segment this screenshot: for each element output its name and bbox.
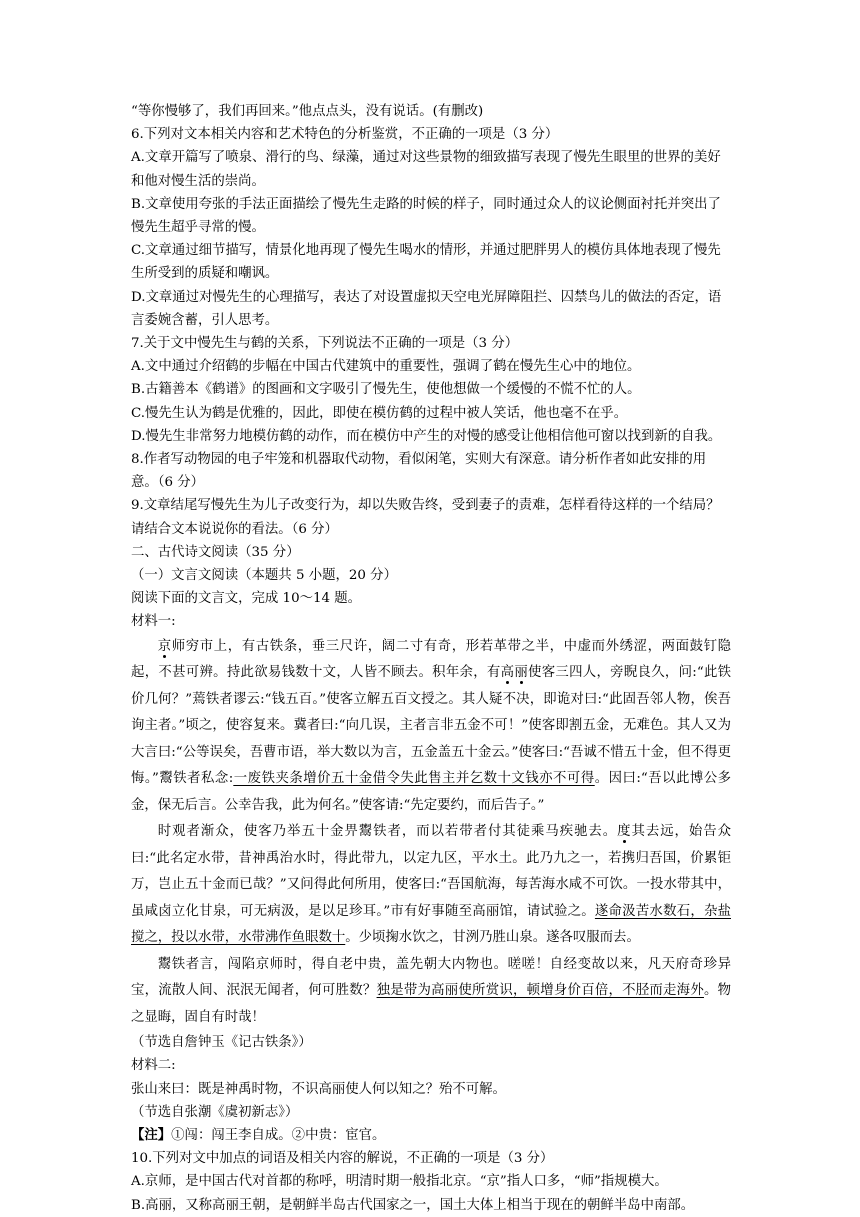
dotted-word-jingshi: 京 [157, 638, 172, 654]
underlined-sentence-3: 独是带为高丽使所赏识，顿增身价百倍，不胫而走海外 [376, 983, 704, 999]
material-1-label: 材料一: [131, 614, 176, 630]
passage-paragraph-2 [131, 819, 731, 952]
passage-text: 。物之显晦，固自有时哉！ [131, 983, 732, 1025]
source-2: （节选自张潮《虞初新志》） [131, 1104, 299, 1120]
underlined-sentence-1: 一废铁夹条增价五十金借令失此售主并乞数十文钱亦不可得 [233, 771, 595, 787]
option-7b: B.古籍善本《鹤谱》的图画和文字吸引了慢先生，使他想做一个缓慢的不慌不忙的人。 [131, 382, 641, 398]
passage-paragraph-3 [131, 952, 731, 1032]
passage-text: 蔫铁者谬云:“钱五百。”使客立解五百文授之。其人疑不决，即诡对曰:“此固吾邻人物，俟吾询主者。”顷之，使容复来。冀者曰:“向几误，主者言非五金不可！”使客即割五金，无难色。其人又为大言曰:“公等误矣，吾曹市语，举大数以为言，五金盖五十金云。”使客曰:“吾诚不惜五十金，但不得更悔。”鬻铁者私念: [131, 691, 731, 787]
annotation-head: 【注】 [131, 1126, 172, 1143]
passage-text: 使客三四人，旁睨良久，问:“此铁价几何？” [131, 665, 732, 707]
subsection-heading: （一）文言文阅读（本题共 5 小题，20 分） [131, 568, 397, 584]
exam-page [131, 100, 731, 1217]
passage-paragraph-1 [131, 634, 731, 820]
dotted-word-gao: 高 [500, 665, 515, 681]
passage-text: 其去远，始告众曰:“此名定水带，昔神禹治水时，得此带九，以定九区，平水土。此乃九之一，若携归吾国，价累钜万，岂止五十金而已哉？”又问得此何所用，使客曰:“吾国航海，每苦海水咸不可饮。一投水带其中，虽咸卤立化甘泉，可无病汲，是以足珍耳。”市有好事随至高丽馆，请试验之。 [131, 824, 732, 919]
passage-text: 鬻铁者言，闯陷京师时，得自老中贵，盖先朝大内物也。嗟嗟！自经变故以来，凡天府奇珍异宝，流散人间、泯泯无闻者，何可胜数？ [131, 956, 731, 999]
option-7a: A.文中通过介绍鹤的步幅在中国古代建筑中的重要性，强调了鹤在慢先生心中的地位。 [131, 359, 641, 375]
passage-text: 。因曰:“吾以此博公多金，保无后言。公幸告我，此为何名。”使客请:“先定要约，而后告子。” [131, 771, 731, 813]
reading-instruction: 阅读下面的文言文，完成 10～14 题。 [131, 591, 362, 607]
option-10a: A.京师，是中国古代对首都的称呼，明清时期一般指北京。“京”指人口多，“师”指规模大。 [131, 1174, 668, 1190]
question-9: 9.文章结尾写慢先生为儿子改变行为，却以失败告终，受到妻子的责难，怎样看待这样的一个结局？请结合文本说说你的看法。（6 分） [131, 498, 720, 537]
annotation [131, 1124, 731, 1147]
underlined-sentence-2: 遂命汲苦水数石，杂盐搅之，投以水带，水带沸作鱼眼数十 [131, 903, 731, 946]
passage-text: 。少顷掬水饮之，甘洌乃胜山泉。遂各叹服而去。 [345, 930, 640, 946]
material-2-text: 张山来曰：既是神禹时物，不识高丽使人何以知之？殆不可解。 [131, 1081, 506, 1097]
option-6b: B.文章使用夸张的手法正面描绘了慢先生走路的时候的样子，同时通过众人的议论侧面衬托并突出了慢先生超乎寻常的慢。 [131, 196, 721, 236]
option-10b: B.高丽，又称高丽王朝，是朝鲜半岛古代国家之一，国土大体上相当于现在的朝鲜半岛中南部。 [131, 1197, 695, 1213]
question-6: 6.下列对文本相关内容和艺术特色的分析鉴赏，不正确的一项是（3 分） [131, 127, 559, 143]
option-6c: C.文章通过细节描写，情景化地再现了慢先生喝水的情形，并通过肥胖男人的模仿具体地表现了慢先生所受到的质疑和嘲讽。 [131, 243, 721, 282]
dotted-word-li: 丽 [514, 665, 529, 681]
source-1: （节选自詹钟玉《记古铁条》） [131, 1035, 312, 1051]
material-2-label: 材料二: [131, 1058, 176, 1074]
section-heading: 二、古代诗文阅读（35 分） [131, 544, 300, 560]
dotted-word-du: 度 [617, 824, 632, 840]
option-6a: A.文章开篇写了喷泉、滑行的鸟、绿藻，通过对这些景物的细致描写表现了慢先生眼里的世界的美好和他对慢生活的崇尚。 [131, 150, 721, 189]
annotation-text: ①闯：闯王李自成。②中贵：宦官。 [171, 1127, 386, 1143]
question-8: 8.作者写动物园的电子牢笼和机器取代动物，看似闲笔，实则大有深意。请分析作者如此安排的用意。（6 分） [131, 452, 707, 491]
passage-text: 师穷市上，有古铁条，垂三尺许，阔二寸有奇，形若革带之半，中虚而外绣涩，两面鼓钉隐起，不甚可辨。持此欲易钱数十文，人皆不顾去。积年余，有 [131, 638, 732, 681]
option-7d: D.慢先生非常努力地模仿鹤的动作，而在模仿中产生的对慢的感受让他相信他可窗以找到新的自我。 [131, 428, 722, 444]
option-7c: C.慢先生认为鹤是优雅的，因此，即使在模仿鹤的过程中被人笑话，他也毫不在乎。 [131, 405, 628, 421]
passage-text: 时观者渐众，使客乃举五十金畀鬻铁者，而以若带者付其徒乘马疾驰去。 [157, 824, 618, 840]
question-10: 10.下列对文中加点的词语及相关内容的解说，不正确的一项是（3 分） [131, 1151, 554, 1167]
text-line: “等你慢够了，我们再回来。”他点点头，没有说话。(有删改) [131, 104, 484, 119]
question-7: 7.关于文中慢先生与鹤的关系，下列说法不正确的一项是（3 分） [131, 336, 519, 352]
option-6d: D.文章通过对慢先生的心理描写，表达了对设置虚拟天空电光屏障阻拦、囚禁鸟儿的做法的否定，语言委婉含蓄，引人思考。 [131, 289, 722, 328]
